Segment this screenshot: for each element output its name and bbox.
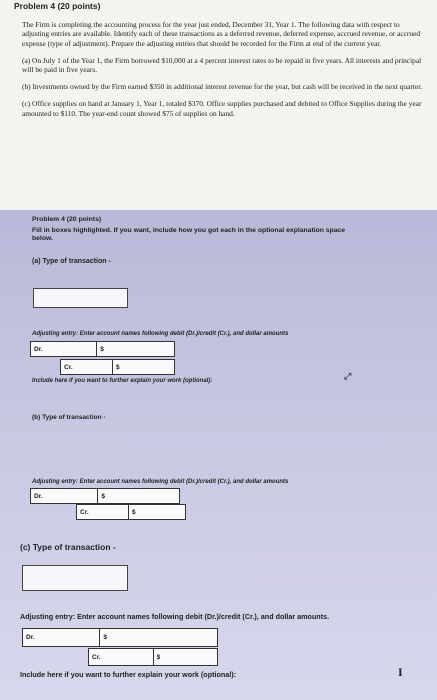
- form-title: Problem 4 (20 points): [32, 216, 102, 223]
- part-b-label: (b) Type of transaction -: [32, 414, 106, 421]
- part-c-cr-amount[interactable]: $: [153, 649, 217, 666]
- part-c-cr-table: [88, 648, 218, 666]
- part-c-adjusting-label: Adjusting entry: Enter account names following debit (Dr.)/credit (Cr.), and dollar amounts.: [20, 612, 330, 621]
- part-a-optional-label: Include here if you want to further explain your work (optional):: [32, 378, 213, 384]
- part-b-cr-cell[interactable]: Cr.: [77, 505, 129, 520]
- part-c-type-input[interactable]: [22, 565, 128, 591]
- answer-form: [0, 210, 437, 700]
- problem-intro: The Firm is completing the accounting process for the year just ended, December 31, Year 1. The following data with respect to adjusting entries are available. Identify each of these transactions as a deferred revenue, deferred expense, accrued revenue, or accrued expense (type of adjustment). Prepare the adjusting entries that should be recorded for the Firm at end of the current year.: [22, 20, 421, 48]
- part-a-cr-amount[interactable]: $: [113, 360, 175, 375]
- part-b-cr-table: [76, 504, 186, 520]
- part-a-cr-cell[interactable]: Cr.: [61, 360, 113, 375]
- part-a-entry-table: [30, 341, 175, 357]
- part-c-entry-table: [22, 628, 218, 647]
- part-c-label: (c) Type of transaction -: [20, 542, 116, 552]
- part-b-adjusting-label: Adjusting entry: Enter account names following debit (Dr.)/credit (Cr.), and dollar amounts: [32, 479, 289, 485]
- part-b-cr-amount[interactable]: $: [129, 505, 186, 520]
- problem-title: Problem 4 (20 points): [14, 1, 101, 11]
- part-a-dr-amount[interactable]: $: [97, 342, 175, 357]
- move-icon[interactable]: ⤢: [344, 371, 352, 381]
- part-c-dr-amount[interactable]: $: [100, 629, 218, 647]
- problem-item-a: (a) On July 1 of the Year 1, the Firm borrowed $10,000 at a 4 percent interest rates to be repaid in five years. All interests and principal will be paid in five years.: [22, 55, 422, 75]
- text-cursor-icon: I: [398, 665, 403, 679]
- part-c-optional-label: Include here if you want to further explain your work (optional):: [20, 670, 237, 679]
- part-a-dr-cell[interactable]: Dr.: [31, 342, 97, 357]
- form-instructions: Fill in boxes highlighted. If you want, include how you got each in the optional explanation space below.: [32, 227, 346, 242]
- part-a-type-input[interactable]: [33, 288, 128, 308]
- part-c-dr-cell[interactable]: Dr.: [23, 629, 100, 647]
- part-a-label: (a) Type of transaction -: [32, 258, 111, 265]
- part-b-entry-table: [30, 488, 180, 504]
- problem-item-b: (b) Investments owned by the Firm earned $350 in additional interest revenue for the year, but cash will be received in the next quarter.: [22, 82, 423, 92]
- part-a-adjusting-label: Adjusting entry: Enter account names following debit (Dr.)/credit (Cr.), and dollar amounts: [32, 331, 289, 337]
- part-a-cr-table: [60, 359, 175, 375]
- part-b-dr-amount[interactable]: $: [98, 489, 180, 504]
- problem-statement: [0, 0, 437, 210]
- problem-item-c: (c) Office supplies on hand at January 1, Year 1, totaled $370. Office supplies purchased and debited to Office Supplies during the year amounted to $110. The year-end count showed $75 of supplies on hand.: [22, 99, 422, 118]
- part-c-cr-cell[interactable]: Cr.: [89, 649, 154, 666]
- part-b-dr-cell[interactable]: Dr.: [31, 489, 98, 504]
